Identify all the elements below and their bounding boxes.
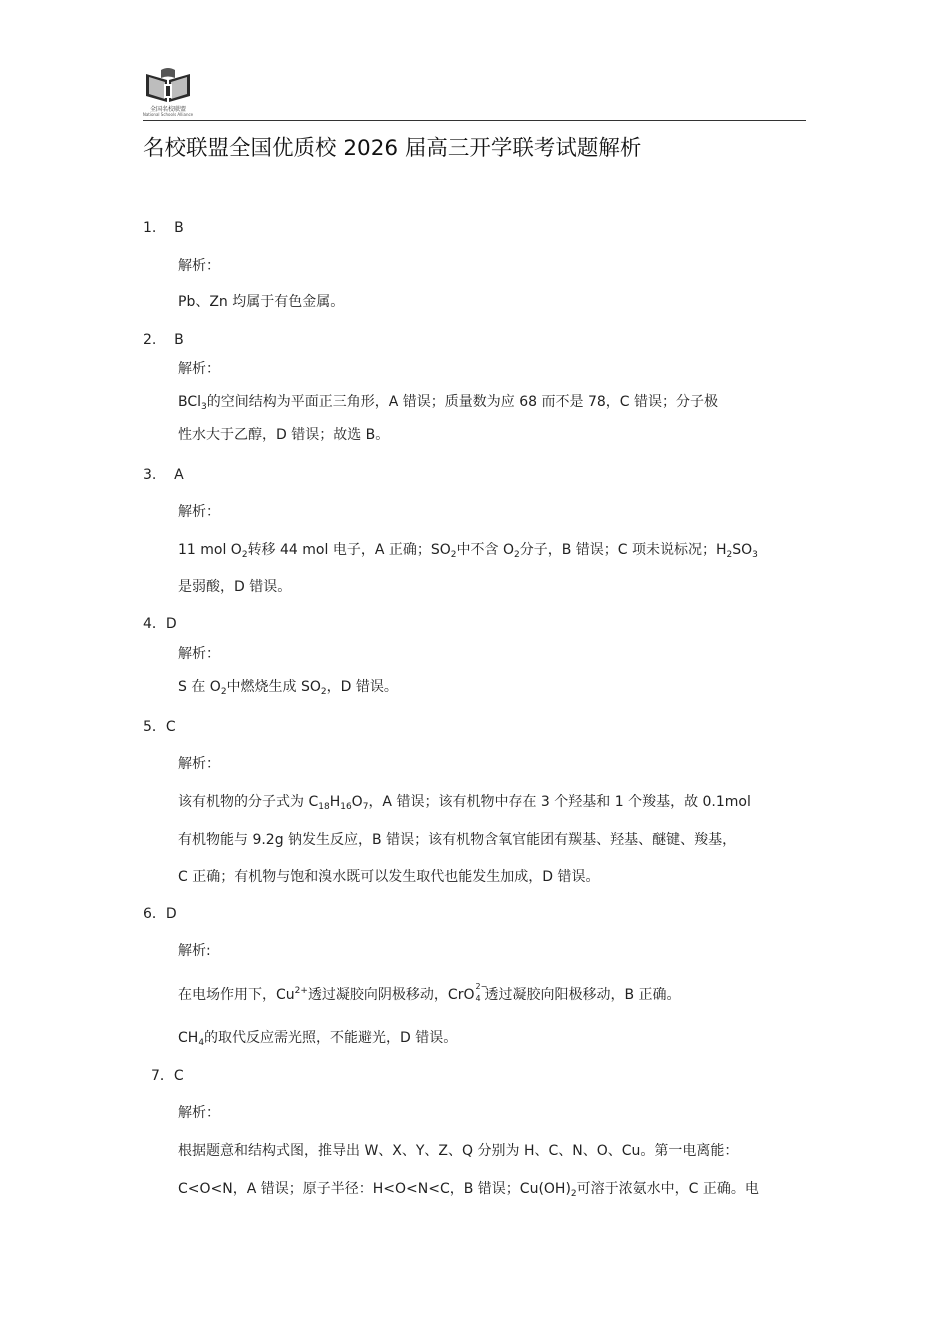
q5-number: 5．C	[143, 719, 176, 735]
logo-chinese-text: 全国名校联盟	[149, 106, 186, 113]
q1-number: 1. B	[143, 220, 184, 236]
q6-line1: 在电场作用下，$Cu^{2+}$透过凝胶向阴极移动，CrO 2− 4 透过凝胶向阳极移动，B 正确。	[178, 982, 681, 1003]
logo-english-text: National Schools Alliance	[142, 112, 194, 117]
q1-line1: Pb、Zn 均属于有色金属。	[178, 294, 345, 310]
q7-line2: C<O<N，A 错误；原子半径：H<O<N<C，B 错误；$Cu(OH)_2$可溶于浓氨水中，C 正确。电	[178, 1181, 759, 1199]
q5-line1: 该有机物的分子式为 $C_{18}H_{16}O_7$，A 错误；该有机物中存在 3 个羟基和 1 个羧基，故 0.1mol	[178, 794, 751, 812]
q3-analysis-label: 解析：	[178, 504, 220, 520]
q3-line2: 是弱酸，D 错误。	[178, 579, 292, 595]
q4-line1: S 在 $O_2$中燃烧生成 $SO_2$，D 错误。	[178, 679, 398, 697]
book-logo-icon	[143, 66, 193, 104]
q2-number: 2. B	[143, 332, 184, 348]
q7-line1: 根据题意和结构式图，推导出 W、X、Y、Z、Q 分别为 H、C、N、O、Cu。第一电离能：	[178, 1143, 739, 1159]
q2-line2: 性水大于乙醇，D 错误；故选 B。	[178, 427, 390, 443]
q1-answer: B	[174, 220, 184, 236]
q5-line3: C 正确；有机物与饱和溴水既可以发生取代也能发生加成，D 错误。	[178, 869, 600, 885]
q5-answer: C	[165, 719, 176, 735]
q6-answer: D	[165, 906, 177, 922]
q6-analysis-label: 解析:	[178, 943, 211, 959]
q7-number: 7．C	[151, 1068, 184, 1084]
document-title: 名校联盟全国优质校 2026 届高三开学联考试题解析	[143, 136, 642, 161]
q4-answer: D	[165, 616, 177, 632]
q5-analysis-label: 解析：	[178, 756, 220, 772]
q6-line2: $CH_4$的取代反应需光照，不能避光，D 错误。	[178, 1030, 458, 1048]
q2-analysis-label: 解析：	[178, 361, 220, 377]
header-divider	[143, 120, 806, 121]
q4-number: 4．D	[143, 616, 177, 632]
q3-answer: A	[174, 467, 184, 483]
alliance-logo	[143, 66, 193, 118]
q3-line1: 11 mol $O_2$转移 44 mol 电子，A 正确；$SO_2$中不含 $O_2$分子，B 错误；C 项未说标况；$H_2SO_3$	[178, 542, 758, 560]
q1-analysis-label: 解析：	[178, 258, 220, 274]
q5-line2: 有机物能与 9.2g 钠发生反应，B 错误；该有机物含氧官能团有羰基、羟基、醚键、羧基，	[178, 832, 737, 848]
q2-line1: BCl$_3$的空间结构为平面正三角形，A 错误；质量数为应 68 而不是 78，C 错误；分子极	[178, 394, 718, 412]
q3-number: 3. A	[143, 467, 184, 483]
q4-analysis-label: 解析：	[178, 646, 220, 662]
q6-number: 6．D	[143, 906, 177, 922]
q7-answer: C	[173, 1068, 184, 1084]
q7-analysis-label: 解析：	[178, 1105, 220, 1121]
q2-answer: B	[174, 332, 184, 348]
